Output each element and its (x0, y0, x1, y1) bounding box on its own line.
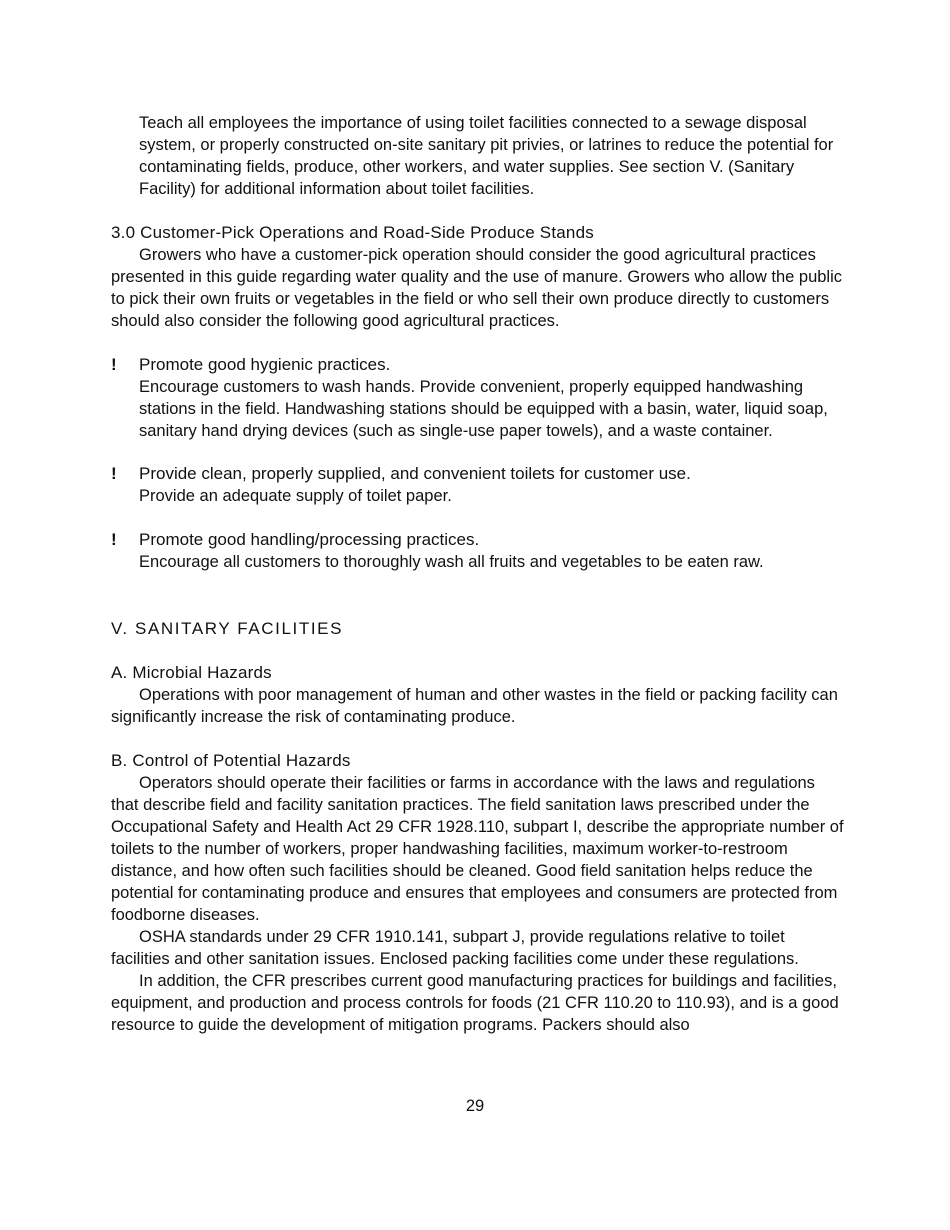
bullet-body-hygiene: Encourage customers to wash hands. Provide convenient, properly equipped handwashing stations in the field. Handwashing stations should be equipped with a basin, water, liquid soap, sanitary hand drying devices (such as single-use paper towels), and a waste container. (139, 378, 828, 440)
microbial-hazards-heading: A. Microbial Hazards (111, 663, 272, 682)
bullet-marker: ! (111, 355, 117, 374)
control-hazards-body (111, 772, 846, 1036)
section-v-title: V. SANITARY FACILITIES (111, 619, 344, 638)
bullet-title-handling: Promote good handling/processing practices. (139, 530, 480, 549)
control-paragraph-2: OSHA standards under 29 CFR 1910.141, subpart J, provide regulations relative to toilet facilities and other sanitation issues. Enclosed packing facilities come under these regulations. (111, 928, 799, 968)
bullet-title-toilets: Provide clean, properly supplied, and convenient toilets for customer use. (139, 464, 691, 483)
customer-pick-heading: 3.0 Customer-Pick Operations and Road-Side Produce Stands (111, 223, 594, 242)
control-paragraph-1: Operators should operate their facilities or farms in accordance with the laws and regulations that describe field and facility sanitation practices. The field sanitation laws prescribed under the Occupational Safety and Health Act 29 CFR 1928.110, subpart I, describe the appropriate number of toilets to the number of workers, proper handwashing facilities, maximum worker-to-restroom distance, and how often such facilities should be cleaned. Good field sanitation helps reduce the potential for contaminating produce and ensures that employees and consumers are protected from foodborne diseases. (111, 774, 844, 924)
bullet-marker: ! (111, 464, 117, 483)
page-number: 29 (465, 1097, 485, 1115)
intro-paragraph: Teach all employees the importance of using toilet facilities connected to a sewage disposal system, or properly constructed on-site sanitary pit privies, or latrines to reduce the potential for contaminating fields, produce, other workers, and water supplies. See section V. (Sanitary Facility) for additional information about toilet facilities. (139, 114, 834, 198)
bullet-marker: ! (111, 530, 117, 549)
bullet-body-handling: Encourage all customers to thoroughly wash all fruits and vegetables to be eaten raw. (139, 553, 764, 571)
microbial-hazards-body: Operations with poor management of human and other wastes in the field or packing facility can significantly increase the risk of contaminating produce. (111, 686, 838, 726)
customer-pick-body: Growers who have a customer-pick operation should consider the good agricultural practices presented in this guide regarding water quality and the use of manure. Growers who allow the public to pick their own fruits or vegetables in the field or who sell their own produce directly to customers should also consider the following good agricultural practices. (111, 246, 843, 330)
bullet-body-toilets: Provide an adequate supply of toilet paper. (139, 487, 452, 505)
control-paragraph-3: In addition, the CFR prescribes current good manufacturing practices for buildings and facilities, equipment, and production and process controls for foods (21 CFR 110.20 to 110.93), and is a good resource to guide the development of mitigation programs. Packers should also (111, 972, 839, 1034)
control-hazards-heading: B. Control of Potential Hazards (111, 751, 351, 770)
bullet-title-hygiene: Promote good hygienic practices. (139, 355, 391, 374)
